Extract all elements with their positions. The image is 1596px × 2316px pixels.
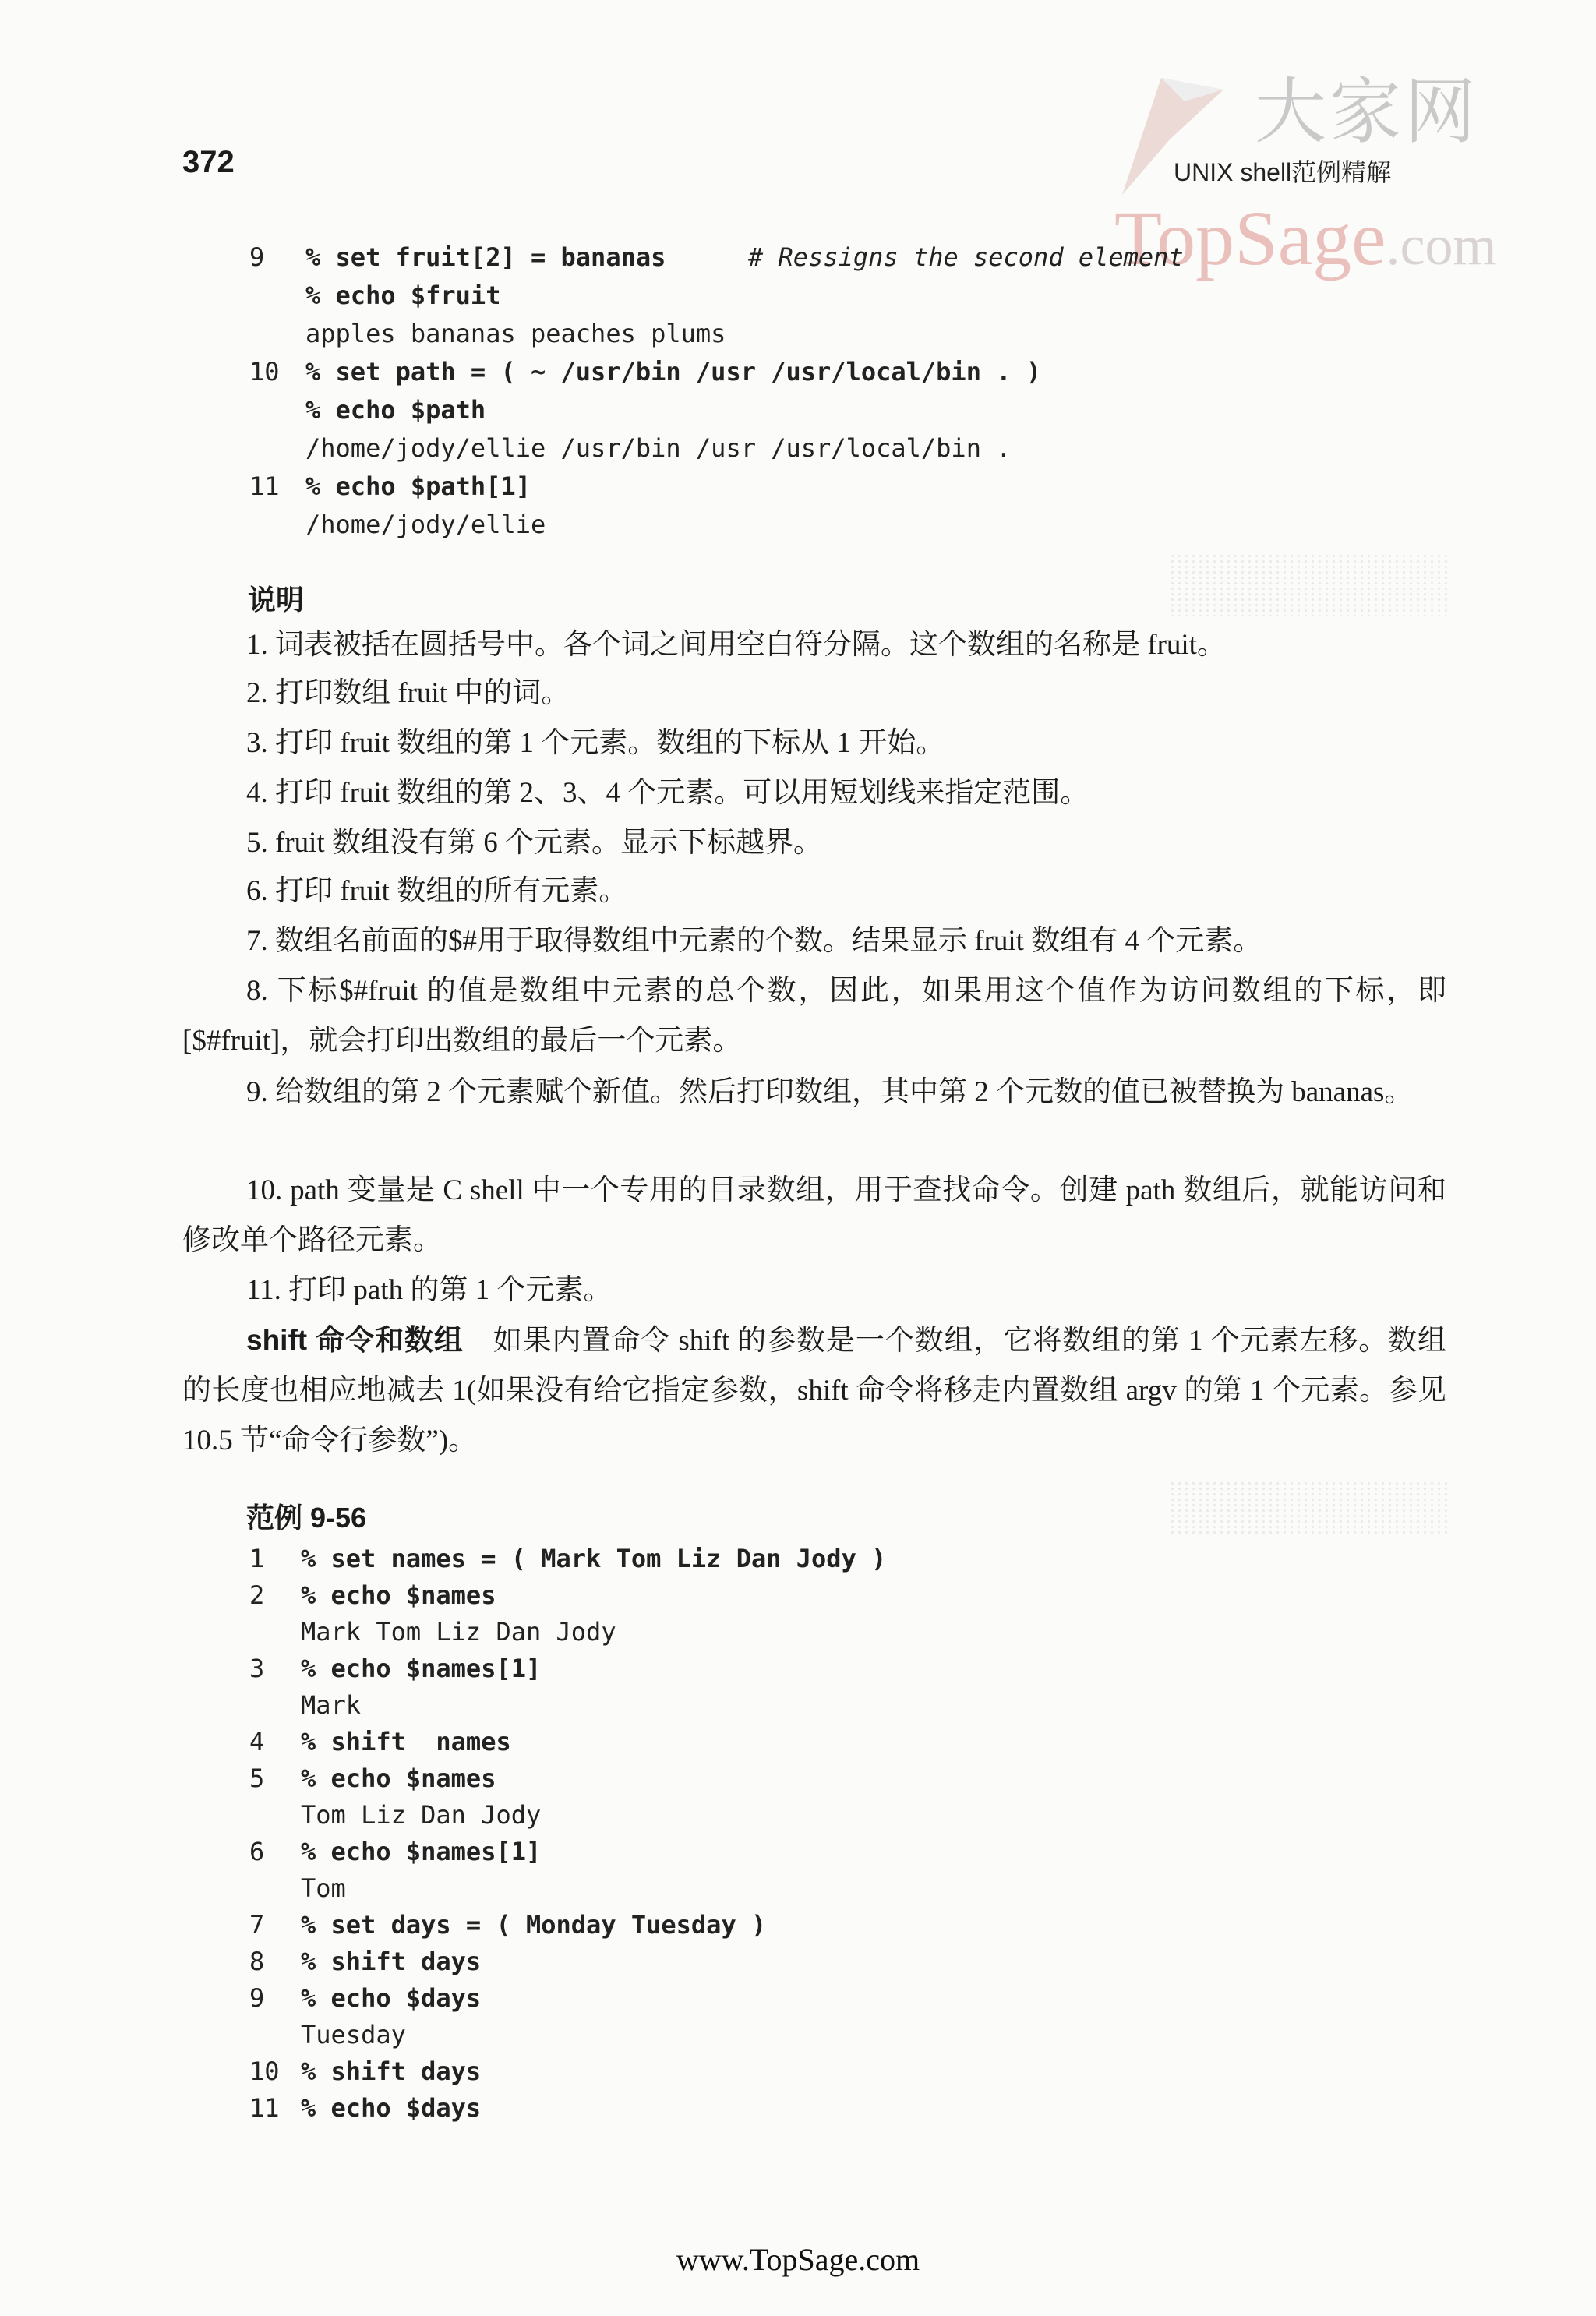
shift-section-title: shift 命令和数组	[246, 1324, 464, 1356]
code-line	[249, 1576, 1262, 1614]
line-number: 11	[249, 2093, 280, 2123]
scan-noise	[1169, 1481, 1449, 1535]
code-line	[249, 1979, 1262, 2017]
code-line	[249, 353, 1262, 390]
shell-command: % shift days	[301, 1947, 482, 1976]
watermark-flag-icon	[1114, 70, 1231, 203]
shell-output: Mark	[301, 1690, 362, 1720]
code-line	[249, 2053, 1262, 2090]
shell-command: % echo $names	[301, 1580, 496, 1610]
shift-section-spacer	[464, 1325, 493, 1357]
explanation-heading: 说明	[248, 584, 305, 616]
explanation-item: 6. 打印 fruit 数组的所有元素。	[246, 875, 628, 907]
line-number: 10	[249, 357, 280, 387]
shell-command: % echo $days	[301, 2093, 482, 2123]
line-number: 7	[249, 1910, 265, 1940]
watermark-en-suffix: .com	[1386, 214, 1497, 277]
line-number: 10	[249, 2057, 280, 2086]
explanation-item: 5. fruit 数组没有第 6 个元素。显示下标越界。	[246, 827, 822, 859]
code-line	[249, 391, 1262, 429]
explanation-item: 1. 词表被括在圆括号中。各个词之间用空白符分隔。这个数组的名称是 fruit。	[246, 629, 1226, 661]
shell-command: % echo $path[1]	[305, 471, 531, 501]
code-line	[249, 1943, 1262, 1980]
line-number: 9	[249, 1983, 265, 2013]
explanation-item: 10. path 变量是 C shell 中一个专用的目录数组，用于查找命令。创建 path 数组后，就能访问和修改单个路径元素。	[182, 1174, 1446, 1256]
shell-command: % shift names	[301, 1727, 511, 1756]
footer-url: www.TopSage.com	[676, 2242, 920, 2277]
code-line	[249, 1869, 1262, 1907]
running-title: UNIX shell范例精解	[1174, 158, 1392, 186]
line-number: 4	[249, 1727, 265, 1756]
code-line	[249, 238, 1262, 276]
code-line	[249, 1760, 1262, 1797]
code-line	[249, 1833, 1262, 1870]
example-code-listing	[249, 1540, 1262, 2132]
code-line	[249, 1613, 1262, 1651]
shell-command: % set days = ( Monday Tuesday )	[301, 1910, 767, 1940]
line-number: 1	[249, 1544, 265, 1573]
line-number: 5	[249, 1763, 265, 1793]
shell-command: % set fruit[2] = bananas	[305, 242, 666, 272]
watermark-cn-text: 大家网	[1255, 70, 1480, 154]
line-number: 2	[249, 1580, 265, 1610]
shell-command: % echo $fruit	[305, 281, 501, 310]
line-number: 8	[249, 1947, 265, 1976]
watermark-en-main: TopSage	[1114, 195, 1386, 281]
code-line	[249, 2089, 1262, 2127]
shell-command: % shift days	[301, 2057, 482, 2086]
code-line	[249, 277, 1262, 314]
explanation-item: 7. 数组名前面的$#用于取得数组中元素的个数。结果显示 fruit 数组有 4 个元素。	[246, 925, 1262, 957]
shell-command: % echo $names	[301, 1763, 496, 1793]
explanation-item: 3. 打印 fruit 数组的第 1 个元素。数组的下标从 1 开始。	[246, 727, 945, 759]
shell-command: % echo $names[1]	[301, 1837, 542, 1866]
line-number: 3	[249, 1654, 265, 1683]
shell-command: % set names = ( Mark Tom Liz Dan Jody )	[301, 1544, 887, 1573]
code-line	[249, 1540, 1262, 1577]
shift-section-paragraph	[182, 1315, 1446, 1466]
shell-output: Tuesday	[301, 2020, 406, 2049]
code-line	[249, 429, 1262, 467]
code-line	[249, 1906, 1262, 1944]
code-comment: # Ressigns the second element	[748, 242, 1184, 272]
code-listing-continued	[249, 238, 1262, 550]
line-number: 11	[249, 471, 280, 501]
shell-output: /home/jody/ellie /usr/bin /usr /usr/local/bin .	[305, 433, 1012, 463]
code-line	[249, 1796, 1262, 1834]
explanation-item: 8. 下标$#fruit 的值是数组中元素的总个数，因此，如果用这个值作为访问数组的下标，即[$#fruit]，就会打印出数组的最后一个元素。	[182, 975, 1446, 1057]
example-title: 范例 9-56	[246, 1502, 367, 1534]
shell-output: /home/jody/ellie	[305, 510, 546, 539]
shell-output: Tom Liz Dan Jody	[301, 1800, 542, 1830]
code-line	[249, 468, 1262, 505]
code-line	[249, 506, 1262, 543]
explanation-item: 4. 打印 fruit 数组的第 2、3、4 个元素。可以用短划线来指定范围。	[246, 777, 1089, 809]
shell-output: apples bananas peaches plums	[305, 319, 726, 348]
explanation-item: 9. 给数组的第 2 个元素赋个新值。然后打印数组，其中第 2 个元数的值已被替换为 bananas。	[246, 1076, 1414, 1108]
shell-command: % echo $path	[305, 395, 486, 425]
shell-command: % echo $days	[301, 1983, 482, 2013]
shell-output: Tom	[301, 1873, 346, 1903]
shift-section-body: 如果内置命令 shift 的参数是一个数组，它将数组的第 1 个元素左移。数组的长度也相应地减去 1(如果没有给它指定参数，shift 命令将移走内置数组 argv 的第 1 个元素。参见 10.5 节“命令行参数”)。	[182, 1325, 1446, 1456]
code-line	[249, 315, 1262, 352]
code-line	[249, 1723, 1262, 1760]
shell-command: % set path = ( ~ /usr/bin /usr /usr/local/bin . )	[305, 357, 1042, 387]
code-line	[249, 1686, 1262, 1724]
scan-noise	[1169, 553, 1449, 616]
page-number: 372	[182, 145, 235, 179]
line-number: 6	[249, 1837, 265, 1866]
shell-output: Mark Tom Liz Dan Jody	[301, 1617, 616, 1647]
explanation-item: 11. 打印 path 的第 1 个元素。	[246, 1274, 613, 1306]
code-line	[249, 1650, 1262, 1687]
explanation-item: 2. 打印数组 fruit 中的词。	[246, 677, 570, 709]
code-line	[249, 2016, 1262, 2053]
shell-command: % echo $names[1]	[301, 1654, 542, 1683]
line-number: 9	[249, 242, 265, 272]
